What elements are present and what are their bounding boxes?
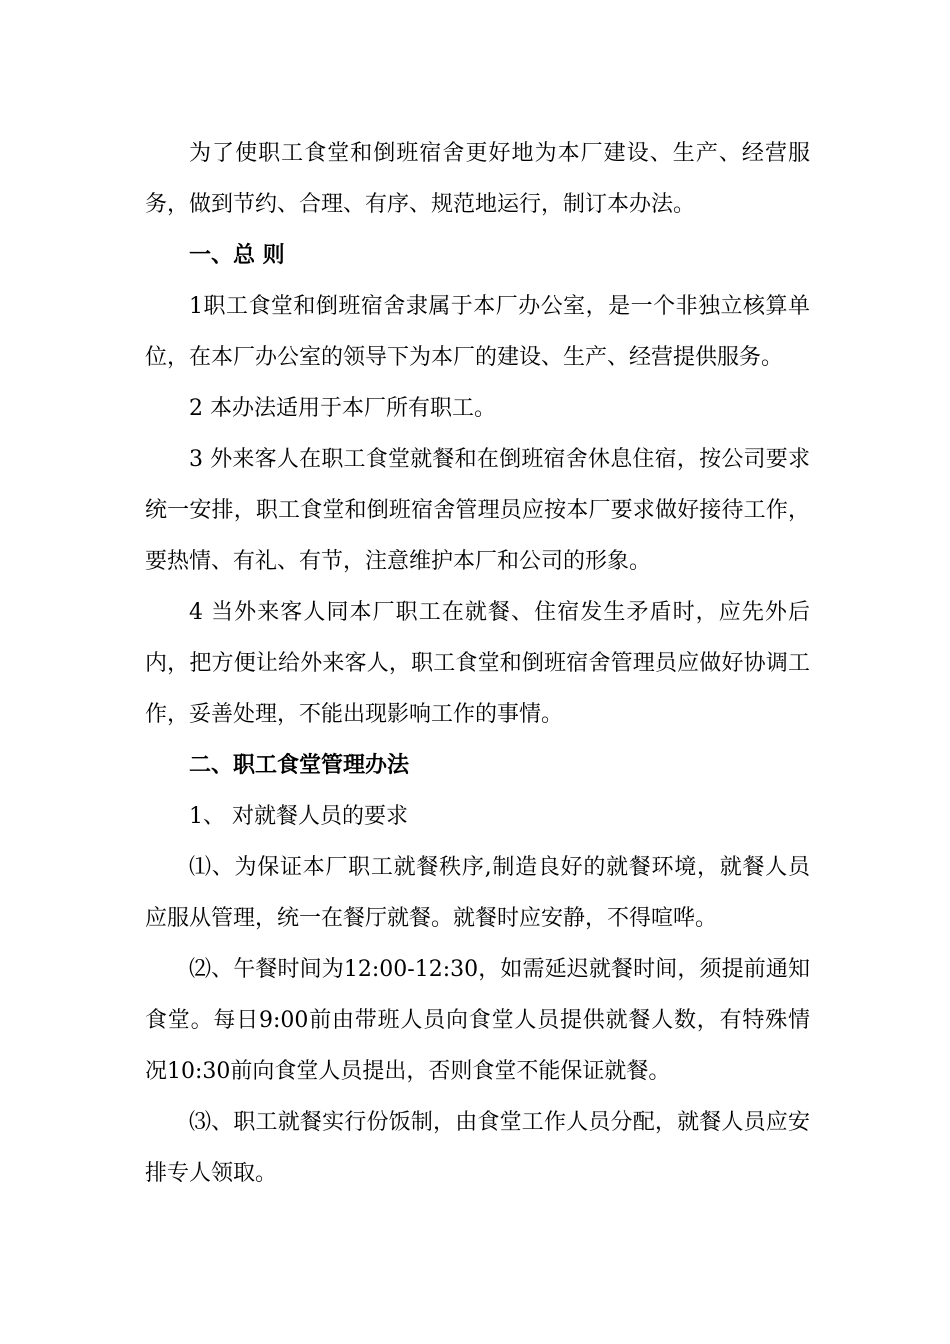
general-item-1: 1职工食堂和倒班宿舍隶属于本厂办公室，是一个非独立核算单位，在本厂办公室的领导下为本厂的建设、生产、经营提供服务。 [145,294,810,370]
canteen-item-3: ⑶、职工就餐实行份饭制，由食堂工作人员分配，就餐人员应安排专人领取。 [145,1110,810,1186]
document-body [145,128,810,1199]
general-item-3: 3 外来客人在职工食堂就餐和在倒班宿舍休息住宿，按公司要求统一安排，职工食堂和倒班宿舍管理员应按本厂要求做好接待工作，要热情、有礼、有节，注意维护本厂和公司的形象。 [145,447,810,574]
section-heading-general: 一、总 则 [189,242,285,268]
canteen-subheading: 1、 对就餐人员的要求 [189,804,408,829]
canteen-item-1: ⑴、为保证本厂职工就餐秩序,制造良好的就餐环境，就餐人员应服从管理，统一在餐厅就餐。就餐时应安静，不得喧哗。 [145,855,810,931]
section-heading-canteen: 二、职工食堂管理办法 [189,752,410,778]
general-item-4: 4 当外来客人同本厂职工在就餐、住宿发生矛盾时，应先外后内，把方便让给外来客人，职工食堂和倒班宿舍管理员应做好协调工作，妥善处理，不能出现影响工作的事情。 [145,600,810,727]
canteen-item-2: ⑵、午餐时间为12:00-12:30，如需延迟就餐时间，须提前通知食堂。每日9:00前由带班人员向食堂人员提供就餐人数，有特殊情况10:30前向食堂人员提出，否则食堂不能保证就餐。 [145,957,810,1084]
general-item-2: 2 本办法适用于本厂所有职工。 [189,396,496,421]
intro-paragraph: 为了使职工食堂和倒班宿舍更好地为本厂建设、生产、经营服务，做到节约、合理、有序、规范地运行，制订本办法。 [145,141,810,217]
